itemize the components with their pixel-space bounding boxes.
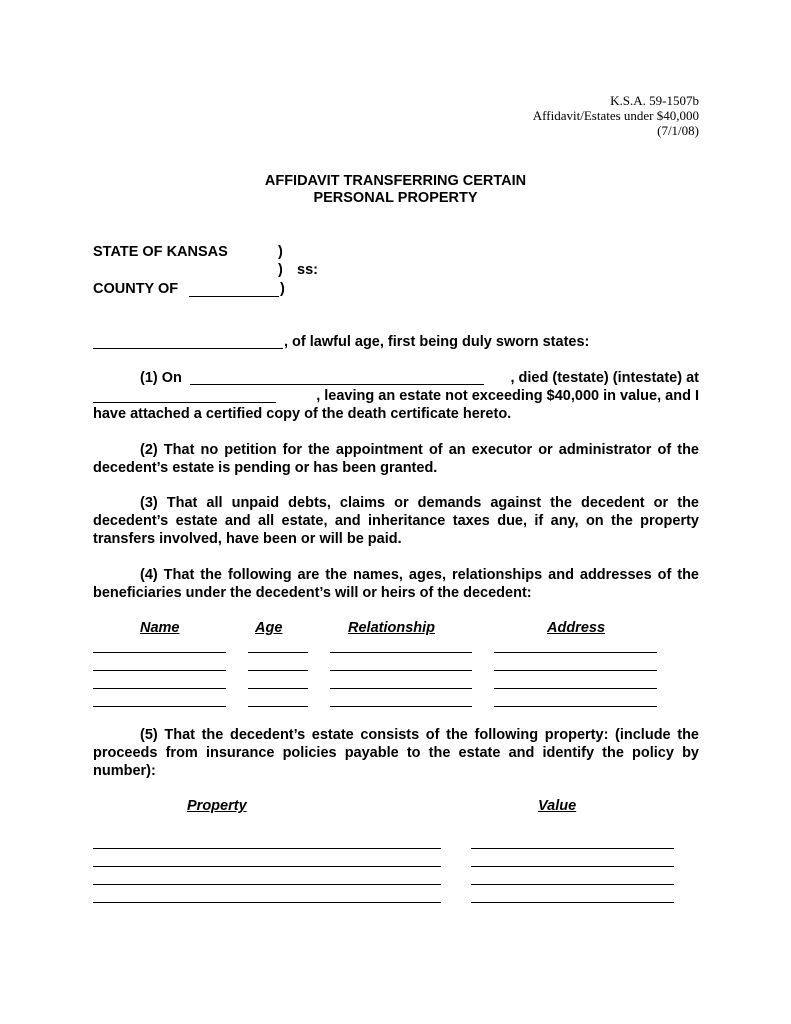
value-blank[interactable] [471, 902, 674, 903]
beneficiary-age-blank[interactable] [248, 706, 308, 707]
col-header-value: Value [538, 798, 577, 814]
beneficiary-relationship-blank[interactable] [330, 706, 472, 707]
value-blank[interactable] [471, 884, 674, 885]
death-date-blank[interactable] [190, 384, 484, 385]
death-place-blank[interactable] [93, 402, 276, 403]
venue-ss: ss: [297, 262, 318, 278]
property-blank[interactable] [93, 848, 441, 849]
para1-part3: , leaving an estate not exceeding $40,000 in value, and I [316, 388, 699, 404]
beneficiary-name-blank[interactable] [93, 706, 226, 707]
para4 [93, 566, 699, 602]
para5-text: (5) That the decedent’s estate consists of the following property: (include the proceeds from insurance policies payable to the estate and identify the policy by number): [93, 727, 699, 779]
venue-county: COUNTY OF [93, 281, 179, 297]
para2 [93, 441, 699, 477]
beneficiary-name-blank[interactable] [93, 688, 226, 689]
venue-state: STATE OF KANSAS [93, 244, 228, 260]
beneficiary-address-blank[interactable] [494, 706, 657, 707]
affiant-intro-text: , of lawful age, first being duly sworn states: [284, 334, 590, 350]
beneficiary-address-blank[interactable] [494, 670, 657, 671]
beneficiary-age-blank[interactable] [248, 670, 308, 671]
property-blank[interactable] [93, 884, 441, 885]
value-blank[interactable] [471, 866, 674, 867]
venue-paren-3: ) [280, 281, 285, 297]
beneficiary-relationship-blank[interactable] [330, 670, 472, 671]
property-blank[interactable] [93, 866, 441, 867]
col-header-property: Property [187, 798, 247, 814]
beneficiary-age-blank[interactable] [248, 652, 308, 653]
property-blank[interactable] [93, 902, 441, 903]
para1-part2: , died (testate) (intestate) at [510, 370, 699, 386]
para5 [93, 726, 699, 780]
form-name: Affidavit/Estates under $40,000 [532, 108, 699, 123]
para1-lead: (1) On [140, 370, 182, 386]
col-header-relationship: Relationship [348, 620, 436, 636]
affiant-name-blank[interactable] [93, 348, 283, 349]
col-header-address: Address [547, 620, 606, 636]
statute-reference: K.S.A. 59-1507b [610, 93, 699, 108]
form-date: (7/1/08) [657, 123, 699, 138]
para1-part4: have attached a certified copy of the death certificate hereto. [93, 406, 512, 422]
beneficiary-relationship-blank[interactable] [330, 652, 472, 653]
beneficiary-address-blank[interactable] [494, 652, 657, 653]
para4-text: (4) That the following are the names, ages, relationships and addresses of the beneficiaries under the decedent’s will or heirs of the decedent: [93, 567, 699, 601]
para2-text: (2) That no petition for the appointment of an executor or administrator of the decedent’s estate is pending or has been granted. [93, 442, 699, 476]
para3 [93, 494, 699, 548]
beneficiary-age-blank[interactable] [248, 688, 308, 689]
document-title-line1: AFFIDAVIT TRANSFERRING CERTAIN [264, 173, 527, 189]
value-blank[interactable] [471, 848, 674, 849]
document-title-line2: PERSONAL PROPERTY [313, 190, 478, 206]
beneficiary-relationship-blank[interactable] [330, 688, 472, 689]
venue-paren-2: ) [278, 262, 283, 278]
county-blank[interactable] [189, 296, 279, 297]
beneficiary-name-blank[interactable] [93, 670, 226, 671]
col-header-name: Name [140, 620, 180, 636]
beneficiary-name-blank[interactable] [93, 652, 226, 653]
venue-paren-1: ) [278, 244, 283, 260]
beneficiary-address-blank[interactable] [494, 688, 657, 689]
col-header-age: Age [255, 620, 283, 636]
para3-text: (3) That all unpaid debts, claims or demands against the decedent or the decedent’s estate and all estate, and inheritance taxes due, if any, on the property transfers involved, have been or will be paid. [93, 495, 699, 547]
